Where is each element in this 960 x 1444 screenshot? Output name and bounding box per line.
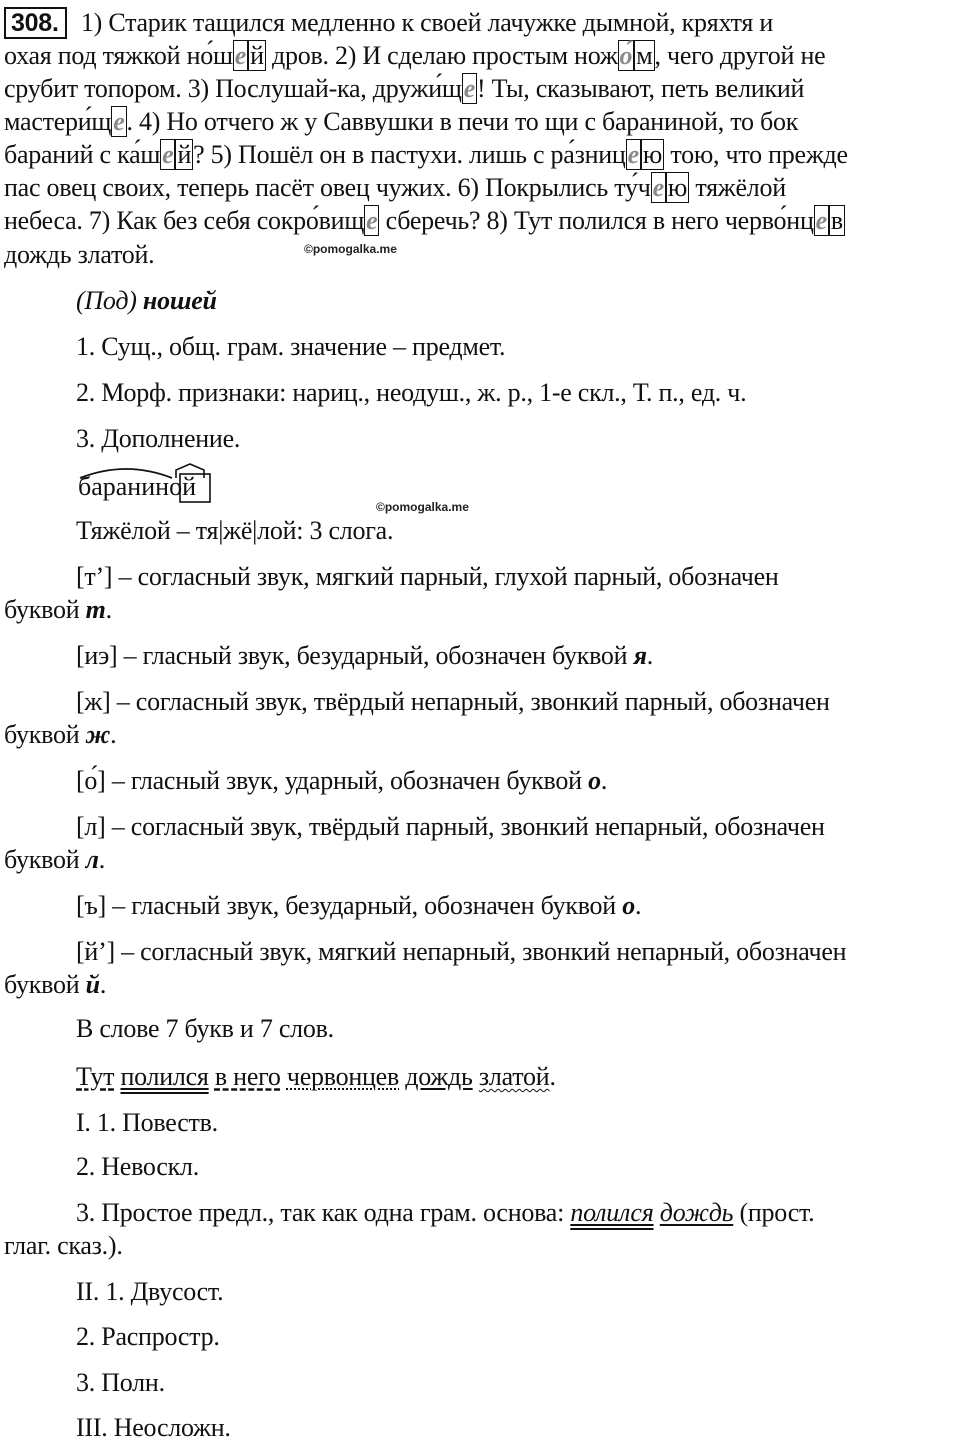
phonetic-line (76, 810, 956, 843)
watermark: ©pomogalka.me (304, 242, 397, 256)
sentence-word: дождь (405, 1062, 473, 1091)
phonetic-letter: я (633, 641, 647, 670)
boxed-letter: ю (642, 140, 663, 169)
phonetic-sound: [ъ] (76, 891, 107, 920)
morphemic-word (78, 470, 196, 503)
boxed-letter: е (815, 206, 827, 235)
boxed-letter: е (366, 206, 378, 235)
subject: дождь (659, 1198, 734, 1227)
phonetic-end: . (600, 766, 608, 795)
phonetic-letter: л (85, 845, 99, 874)
morph-point-2: 2. Морф. признаки: нариц., неодуш., ж. р., 1-е скл., Т. п., ед. ч. (76, 378, 747, 407)
morpheme-root: баранин (78, 472, 170, 501)
exercise-text: бараний с ка́ш (4, 140, 161, 169)
phonetic-sound: [о́] (76, 766, 106, 795)
phonetic-line (76, 889, 956, 922)
exercise-text: дров. 2) И сделаю простым нож (265, 41, 618, 70)
analysis-prefix: (Под) (76, 286, 143, 315)
task-number: 308. (4, 7, 67, 39)
phonetic-line-cont (4, 968, 956, 1001)
exercise-text: . 4) Но отчего ж у Саввушки в печи то щи с бараниной, то бок (126, 107, 799, 136)
syntax-1: I. 1. Повеств. (76, 1108, 218, 1137)
boxed-letter: е (234, 41, 247, 70)
phonetic-letter: т (85, 595, 106, 624)
exercise-line-6 (4, 171, 956, 204)
phonetic-line-cont (4, 843, 956, 876)
phonetic-sound: [иэ] (76, 641, 118, 670)
syntax-3 (76, 1196, 956, 1229)
sentence-word: златой (478, 1062, 550, 1091)
exercise-text: охая под тяжкой но́ш (4, 41, 233, 70)
boxed-letter: е (463, 74, 475, 103)
phonetic-letter: ж (85, 720, 111, 749)
phonetic-sound: [й’] (76, 937, 115, 966)
phonetic-description: – согласный звук, твёрдый парный, звонкий непарный, обозначен (105, 812, 825, 841)
exercise-line-8 (4, 238, 956, 271)
phonetic-description: – согласный звук, твёрдый непарный, звонкий парный, обозначен (110, 687, 830, 716)
phonetic-description: – гласный звук, безударный, обозначен буквой (106, 891, 623, 920)
sentence-word: . (549, 1062, 556, 1091)
phonetic-line (76, 639, 956, 672)
boxed-letter: е (627, 140, 639, 169)
phonetic-line (76, 935, 956, 968)
syntax-3-cont: глаг. сказ.). (4, 1231, 123, 1260)
phonetic-end: . (98, 845, 105, 874)
morph-point-3: 3. Дополнение. (76, 424, 241, 453)
boxed-letter: ю (667, 173, 688, 202)
phonetic-end: . (105, 595, 112, 624)
exercise-text: мастери́щ (4, 107, 112, 136)
boxed-letter: й (177, 140, 192, 169)
morph-point-1: 1. Сущ., общ. грам. значение – предмет. (76, 332, 506, 361)
phonetic-line (76, 560, 956, 593)
predicate: полился (570, 1198, 654, 1227)
phonetic-end: . (99, 970, 107, 999)
sentence-word: Тут (76, 1062, 115, 1091)
analysis-word-bold: ношей (142, 286, 217, 315)
phonetic-line-cont (4, 718, 956, 751)
analysis-word (76, 284, 956, 317)
phonetic-sound: [ж] (76, 687, 111, 716)
boxed-letter: в (830, 206, 843, 235)
phonetic-sound: [л] (76, 812, 106, 841)
syntax-3-text: 3. Простое предл., так как одна грам. основа: (76, 1198, 571, 1227)
syntax-7: III. Неосложн. (76, 1413, 231, 1442)
syntax-4: II. 1. Двусост. (76, 1277, 224, 1306)
exercise-text: ! Ты, сказывают, петь великий (477, 74, 805, 103)
phonetic-end: . (110, 720, 117, 749)
exercise-text: небеса. 7) Как без себя сокро́вищ (4, 206, 365, 235)
exercise-text: 1) Старик тащился медленно к своей лачужке дымной, кряхтя и (74, 8, 773, 37)
exercise-text: дождь златой. (4, 240, 155, 269)
phonetic-tail: буквой (4, 720, 86, 749)
exercise-line-1 (4, 6, 956, 39)
parsed-sentence (76, 1060, 956, 1093)
phonetic-line (76, 685, 956, 718)
exercise-text: тяжёлой (689, 173, 786, 202)
syntax-6: 3. Полн. (76, 1368, 165, 1397)
sentence-word: червонцев (286, 1062, 399, 1091)
sentence-word: полился (120, 1062, 209, 1091)
boxed-letter: м (636, 41, 653, 70)
exercise-text: тою, что прежде (664, 140, 848, 169)
phonetic-description: – согласный звук, мягкий непарный, звонкий непарный, обозначен (114, 937, 847, 966)
phonetic-tail: буквой (4, 845, 86, 874)
morphemic-parsing (72, 462, 222, 506)
phonetic-end: . (634, 891, 642, 920)
phonetic-description: – гласный звук, ударный, обозначен буквой (105, 766, 589, 795)
phonetic-sound: [т’] (76, 562, 113, 591)
exercise-line-4 (4, 105, 956, 138)
exercise-text: ? 5) Пошёл он в пастухи. лишь с ра́зниц (193, 140, 626, 169)
phonetic-tail: буквой (4, 595, 86, 624)
phonetic-tail: буквой (4, 970, 86, 999)
syllables-line: Тяжёлой – тя|жё|лой: 3 слога. (76, 516, 394, 545)
sentence-word: в него (214, 1062, 281, 1091)
boxed-letter: е (652, 173, 664, 202)
letters-count: В слове 7 букв и 7 слов. (76, 1014, 334, 1043)
morpheme-ending: ой (169, 472, 196, 501)
exercise-line-2 (4, 39, 956, 72)
exercise-line-5 (4, 138, 956, 171)
exercise-line-7 (4, 204, 956, 237)
phonetic-letter: о (588, 766, 601, 795)
syntax-5: 2. Распростр. (76, 1322, 220, 1351)
syntax-3-tail: (прост. (733, 1198, 815, 1227)
phonetic-description: – согласный звук, мягкий парный, глухой парный, обозначен (112, 562, 779, 591)
exercise-text: сберечь? 8) Тут полился в него черво́нц (379, 206, 814, 235)
boxed-letter: й (250, 41, 264, 70)
phonetic-letter: й (85, 970, 100, 999)
boxed-letter: е (113, 107, 125, 136)
phonetic-line-cont (4, 593, 956, 626)
phonetic-description: – гласный звук, безударный, обозначен буквой (117, 641, 634, 670)
exercise-text: пас овец своих, теперь пасёт овец чужих. 6) Покрылись ту́ч (4, 173, 651, 202)
exercise-line-3 (4, 72, 956, 105)
phonetic-end: . (646, 641, 654, 670)
watermark-2: ©pomogalka.me (376, 500, 469, 514)
phonetic-line (76, 764, 956, 797)
syntax-2: 2. Невоскл. (76, 1152, 199, 1181)
boxed-letter: о́ (619, 41, 633, 70)
exercise-text: срубит топором. 3) Послушай-ка, дружи́щ (4, 74, 462, 103)
phonetic-letter: о (622, 891, 635, 920)
exercise-text: , чего другой не (654, 41, 826, 70)
boxed-letter: е (162, 140, 174, 169)
